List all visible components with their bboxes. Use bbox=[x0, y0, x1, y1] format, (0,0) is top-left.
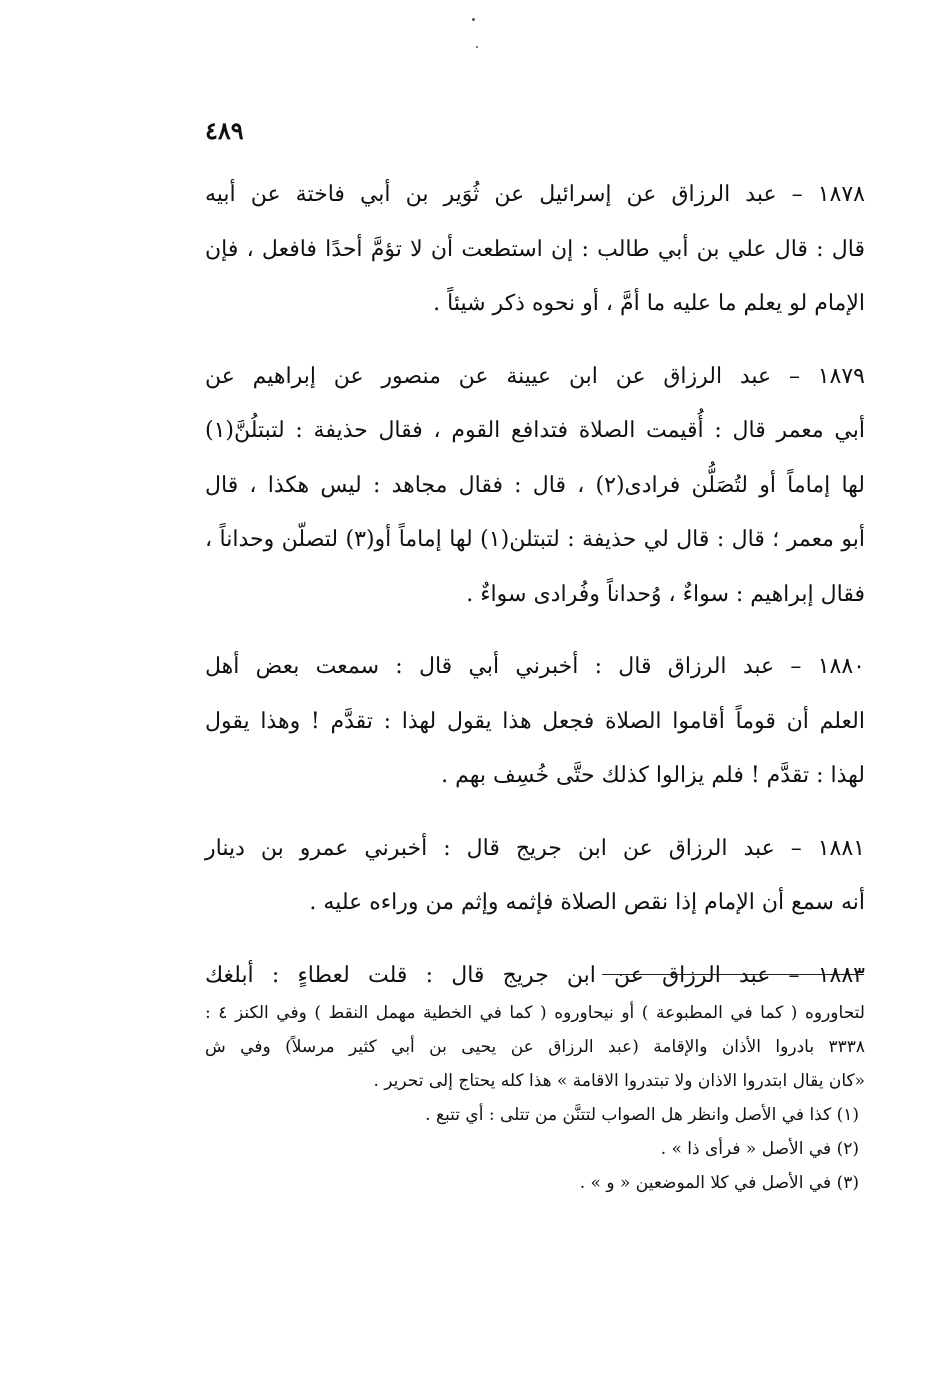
footnotes-section bbox=[205, 996, 865, 1200]
footnote-2: (٢) في الأصل « فرأى ذا » . bbox=[660, 1139, 859, 1159]
text-line: فقال إبراهيم : سواءٌ ، وُحداناً وفُرادى سواءٌ . bbox=[466, 581, 865, 607]
hadith-1879 bbox=[205, 350, 865, 623]
text-line: العلم أن قوماً أقاموا الصلاة فجعل هذا يقول لهذا : تقدَّم ! وهذا يقول bbox=[205, 708, 865, 734]
text-line: أبي معمر قال : أُقيمت الصلاة فتدافع القوم ، فقال حذيفة : لتبتلُنَّ(١) bbox=[205, 418, 865, 443]
text-line: أبو معمر ؛ قال : قال لي حذيفة : لتبتلن(١) لها إماماً أو(٣) لتصلّن وحداناً ، bbox=[205, 527, 865, 552]
text-line: ١٨٨١ – عبد الرزاق عن ابن جريج قال : أخبرني عمرو بن دينار bbox=[205, 835, 865, 861]
footnote-continuation-line: لتحاوروه ( كما في المطبوعة ) أو نيحاوروه ( كما في الخطية مهمل النقط ) وفي الكنز ٤ : bbox=[205, 1003, 865, 1023]
text-line: قال : قال علي بن أبي طالب : إن استطعت أن لا تؤمَّ أحدًا فافعل ، فإن bbox=[205, 236, 865, 262]
footnote-continuation-line: ٣٣٣٨ بادروا الأذان والإقامة (عبد الرزاق عن يحيى بن أبي كثير مرسلاً) وفي ش bbox=[205, 1037, 865, 1057]
scan-speck bbox=[476, 46, 478, 48]
scan-speck bbox=[472, 18, 475, 21]
text-line: ١٨٨٣ – عبد الرزاق عن ابن جريج قال : قلت لعطاءٍ : أبلغك bbox=[205, 962, 865, 988]
main-text-body bbox=[205, 168, 865, 1021]
text-line: ١٨٨٠ – عبد الرزاق قال : أخبرني أبي قال : سمعت بعض أهل bbox=[205, 654, 865, 679]
hadith-1881 bbox=[205, 822, 865, 931]
text-line: أنه سمع أن الإمام إذا نقص الصلاة فإثمه وإثم من وراءه عليه . bbox=[309, 890, 865, 915]
text-line: الإمام لو يعلم ما عليه ما أمَّ ، أو نحوه ذكر شيئاً . bbox=[433, 291, 865, 316]
text-line: لهذا : تقدَّم ! فلم يزالوا كذلك حتَّى خُسِف بهم . bbox=[441, 763, 865, 788]
footnote-continuation-line: «كان يقال ابتدروا الاذان ولا تبتدروا الاقامة » هذا كله يحتاج إلى تحرير . bbox=[373, 1071, 865, 1091]
footnote-1: (١) كذا في الأصل وانظر هل الصواب لتتنَّن من تتلى : أي تتبع . bbox=[425, 1105, 859, 1125]
footnote-3: (٣) في الأصل في كلا الموضعين « و » . bbox=[579, 1173, 859, 1193]
page-number: ٤٨٩ bbox=[205, 116, 244, 145]
hadith-1880 bbox=[205, 640, 865, 804]
hadith-1883 bbox=[205, 949, 865, 1004]
text-line: لها إماماً أو لتُصَلُّن فرادى(٢) ، قال : فقال مجاهد : ليس هكذا ، قال bbox=[205, 472, 865, 498]
hadith-1878 bbox=[205, 168, 865, 332]
text-line: ١٨٧٩ – عبد الرزاق عن ابن عيينة عن منصور عن إبراهيم عن bbox=[205, 363, 865, 389]
text-line: ١٨٧٨ – عبد الرزاق عن إسرائيل عن ثُوَير بن أبي فاختة عن أبيه bbox=[205, 182, 865, 207]
footnote-divider bbox=[602, 974, 864, 975]
